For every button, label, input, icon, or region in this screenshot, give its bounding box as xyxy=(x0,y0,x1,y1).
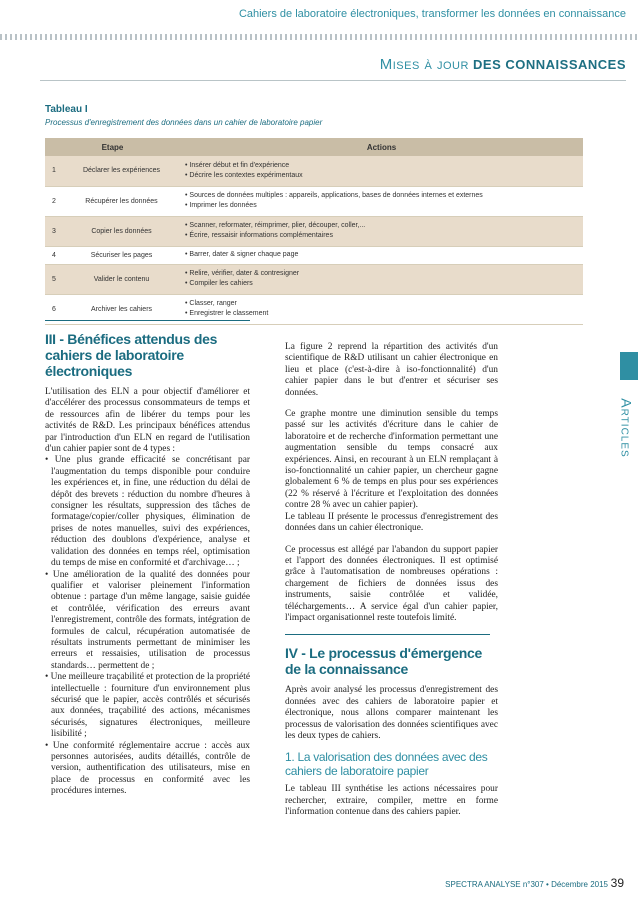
row-step: Copier les données xyxy=(63,216,180,246)
table-title: Tableau I xyxy=(45,104,88,115)
table-row xyxy=(45,186,583,216)
subsection-heading: 1. La valorisation des données avec des cahiers de laboratoire papier xyxy=(285,750,488,779)
side-label: Articles xyxy=(618,398,635,458)
column-header-actions: Actions xyxy=(180,138,583,156)
bullet-paragraph: • Une meilleure traçabilité et protection de la propriété intellectuelle : fourniture d'un environnement plus sécurisé que le papier, accès contrôlés et sécurisés aux données, traçabilité des actions, mécanismes sécurisés, signatures électroniques, meilleure lisibilité ; xyxy=(45,672,250,740)
table-row xyxy=(45,246,583,264)
right-column xyxy=(285,342,498,819)
header-divider xyxy=(40,80,626,81)
table-row xyxy=(45,264,583,294)
bullet-paragraph: • Une conformité réglementaire accrue : accès aux personnes autorisées, audits détaillés, contrôle de version, authentification des utilisateurs, mise en place de processus en conformité avec les procédures internes. xyxy=(45,740,250,797)
row-number: 3 xyxy=(45,216,63,246)
paragraph: Après avoir analysé les processus d'enregistrement des données avec des cahiers de laboratoire papier et électronique, nous allons comparer maintenant les processus de valorisation des données scientifiques avec les deux types de cahiers. xyxy=(285,685,498,741)
paragraph: Ce graphe montre une diminution sensible du temps passé sur les activités d'écriture dans le cahier de laboratoire et de recherche d'information permettant une augmentation sensible du temps consacré aux expériences. Ainsi, en recourant à un ELN remplaçant à iso-fonctionnalité un cahier papier, un chercheur gagne globalement 6 % de temps en plus pour ses expériences (22 % réservé à l'écriture et l'exploitation des données contre 28 % avec un cahier papier). xyxy=(285,409,498,511)
row-number: 6 xyxy=(45,294,63,324)
column-header-etape: Etape xyxy=(45,138,180,156)
page-number: 39 xyxy=(610,876,624,890)
action-line: • Écrire, ressaisir informations complémentaires xyxy=(185,232,333,239)
action-line: • Relire, vérifier, dater & contresigner xyxy=(185,270,300,277)
row-actions xyxy=(180,246,583,264)
action-line: • Scanner, reformater, réimprimer, plier, découper, coller,... xyxy=(185,222,366,229)
table-row xyxy=(45,156,583,186)
bullet-paragraph: • Une amélioration de la qualité des données pour qualifier et valoriser pleinement l'information obtenue : partage d'un même langage, saisie guidée et contrôlée, vérification des erreurs avant l'enregistrement, contrôle des formats, intégration de formules de calcul, récupération automatisée de résultats instruments permettant de minimiser les erreurs et ressaisies, utilisation de processus standards… permettent de ; xyxy=(45,569,250,671)
journal-footer: SPECTRA ANALYSE n°307 • Décembre 2015 xyxy=(445,880,608,889)
process-table xyxy=(45,138,583,325)
section-title-light: Mises à jour xyxy=(379,56,469,73)
row-actions xyxy=(180,264,583,294)
row-number: 4 xyxy=(45,246,63,264)
paragraph: Ce processus est allégé par l'abandon du support papier et l'apport des données électroniques. Il est optimisé grâce à l'automatisation de nombreuses opérations : chargement de fichiers de données issus des instruments, saisie contrôlée et validée, téléchargements… A service égal d'un cahier papier, l'impact organisationnel reste toutefois limité. xyxy=(285,544,498,623)
paragraph: La figure 2 reprend la répartition des activités d'un scientifique de R&D utilisant un cahier électronique en lieu et place (c'est-à-dire à iso-fonctionnalité) d'un cahier papier dans le but d'entrer et sécuriser ses données. xyxy=(285,342,498,398)
action-line: • Classer, ranger xyxy=(185,300,237,307)
action-line: • Imprimer les données xyxy=(185,202,257,209)
section-title-bold: DES CONNAISSANCES xyxy=(473,57,626,72)
table-subtitle: Processus d'enregistrement des données dans un cahier de laboratoire papier xyxy=(45,118,323,127)
row-number: 2 xyxy=(45,186,63,216)
bullet-paragraph: • Une plus grande efficacité se concrétisant par l'augmentation du temps disponible pour conduire les expériences et, in fine, une réduction du délai de dépôt des brevets : réduction du nombre d'heures à consigner les résultats, suppression des tâches de formatage/copier/coller physiques, élimination de prises de notes manuelles, suivi des expériences, réduction des doublons d'expérience, analyse et validation des données en temps réel, optimisation du temps de mise en conformité et d'archivage… ; xyxy=(45,455,250,569)
heading-rule xyxy=(285,634,490,635)
row-step: Sécuriser les pages xyxy=(63,246,180,264)
action-line: • Sources de données multiples : appareils, applications, bases de données internes et externes xyxy=(185,192,483,199)
row-number: 1 xyxy=(45,156,63,186)
row-step: Récupérer les données xyxy=(63,186,180,216)
action-line: • Compiler les cahiers xyxy=(185,280,253,287)
paragraph: Le tableau II présente le processus d'enregistrement des données dans un cahier électronique. xyxy=(285,511,498,534)
row-step: Archiver les cahiers xyxy=(63,294,180,324)
row-number: 5 xyxy=(45,264,63,294)
action-line: • Enregistrer le classement xyxy=(185,310,269,317)
heading-rule xyxy=(45,320,250,321)
section-title xyxy=(380,56,626,73)
row-actions xyxy=(180,216,583,246)
row-actions xyxy=(180,186,583,216)
action-line: • Barrer, dater & signer chaque page xyxy=(185,251,299,258)
row-actions xyxy=(180,156,583,186)
action-line: • Décrire les contextes expérimentaux xyxy=(185,171,303,179)
row-step: Valider le contenu xyxy=(63,264,180,294)
table-row xyxy=(45,216,583,246)
header-dotted-bar xyxy=(0,34,638,40)
action-line: • Insérer début et fin d'expérience xyxy=(185,161,290,169)
left-column xyxy=(45,320,250,798)
section-heading-iv: IV - Le processus d'émergence de la connaissance xyxy=(285,645,482,678)
row-step: Déclarer les expériences xyxy=(63,156,180,186)
section-heading-iii: III - Bénéfices attendus des cahiers de laboratoire électroniques xyxy=(45,331,218,379)
intro-paragraph: L'utilisation des ELN a pour objectif d'améliorer et d'accélérer des processus consommateurs de temps et de ressources afin de libérer du temps pour les activités de R&D. Les principaux bénéfices attendus par l'introduction d'un ELN en regard de l'utilisation d'un cahier papier sont de 4 types : xyxy=(45,387,250,455)
running-title: Cahiers de laboratoire électroniques, transformer les données en connaissance xyxy=(238,8,626,20)
paragraph: Le tableau III synthétise les actions nécessaires pour rechercher, extraire, compiler, mettre en forme l'information contenue dans des cahiers papier. xyxy=(285,784,498,818)
table-header-row xyxy=(45,138,583,156)
side-tab-band xyxy=(620,352,638,380)
